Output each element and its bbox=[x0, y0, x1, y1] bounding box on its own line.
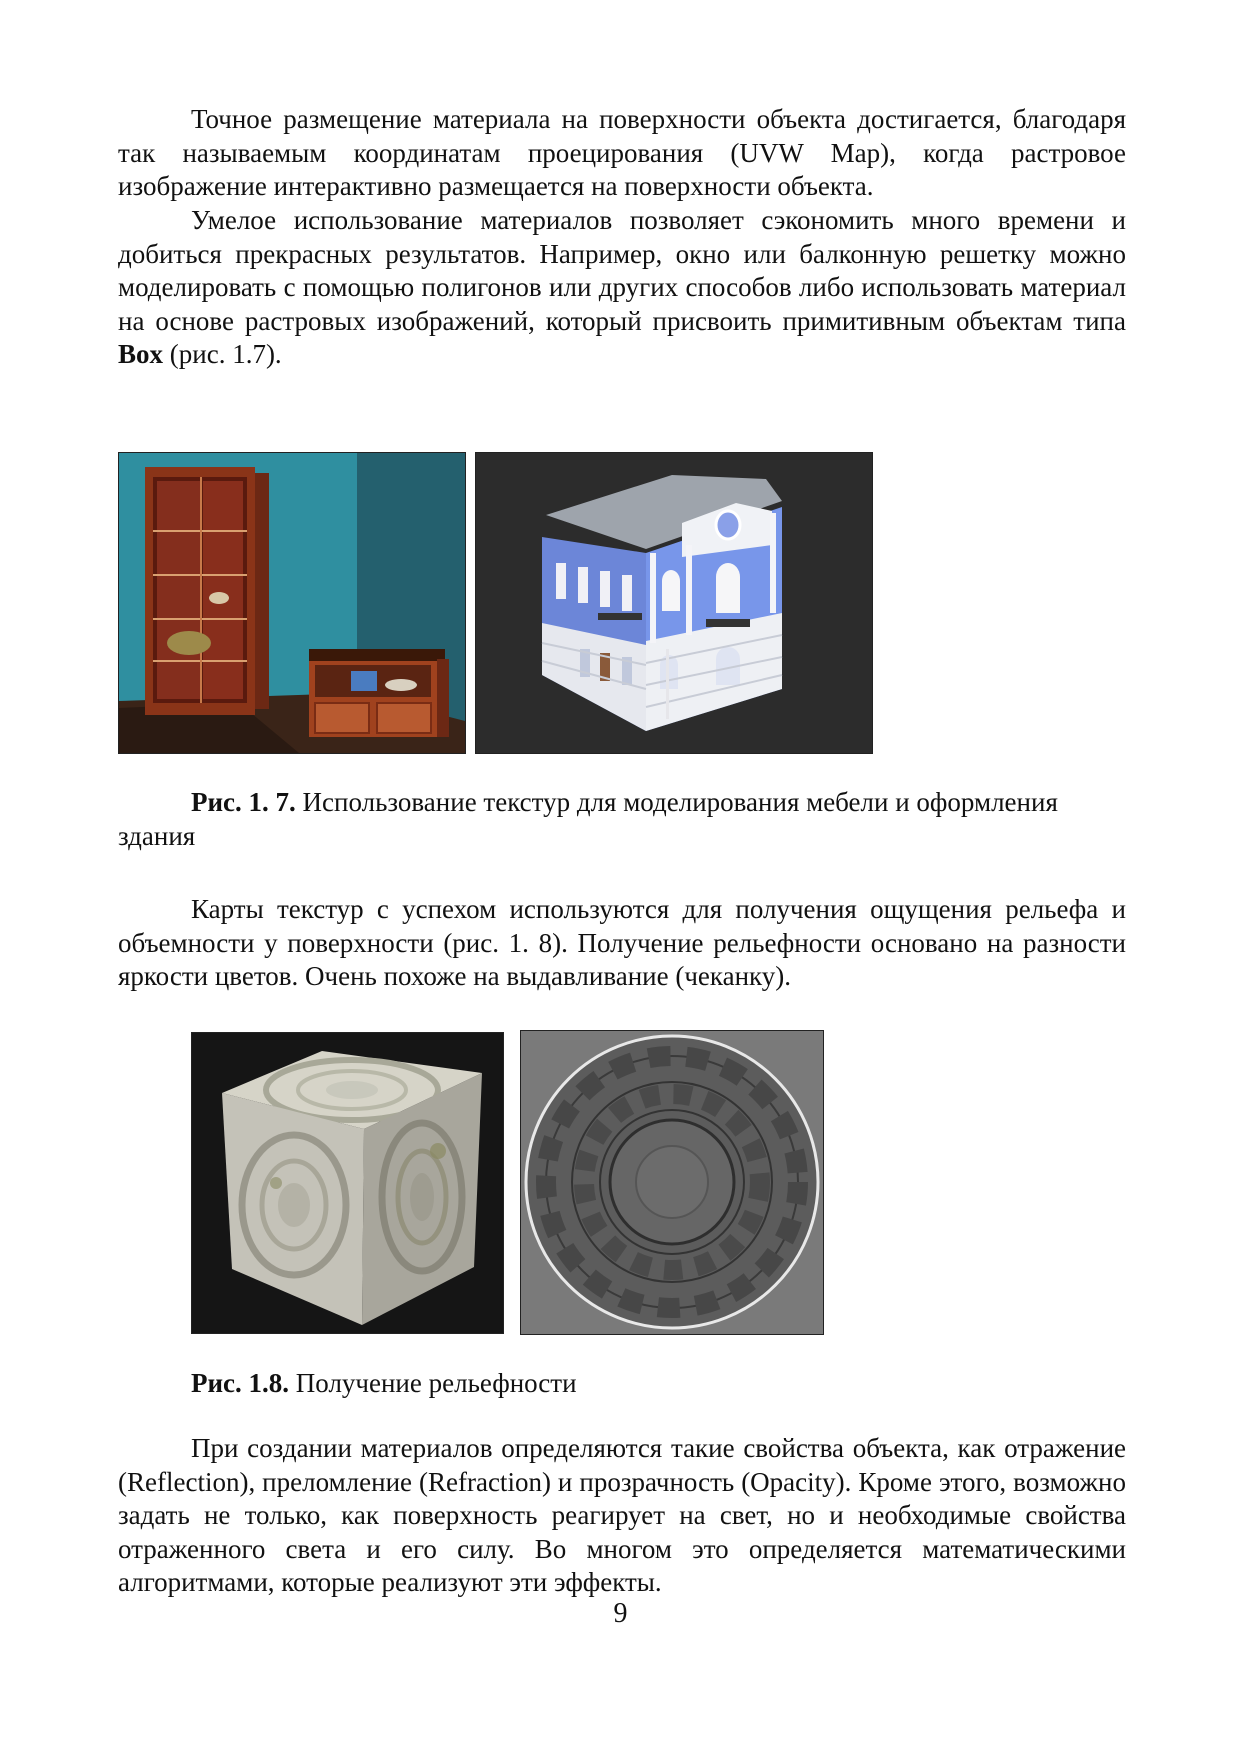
paragraph-materials bbox=[118, 204, 1126, 372]
figure-1-7-label: Рис. 1. 7. bbox=[191, 787, 296, 817]
box-term: Box bbox=[118, 339, 164, 369]
paragraph-materials-text: Умелое использование материалов позволяет сэкономить много времени и добиться прекрасных результатов. Например, окно или балконную решетку можно моделировать с помощью полигонов или других способов либо использовать материал на основе растровых изображений, который присвоить примитивным объектам типа bbox=[118, 205, 1126, 336]
paragraph-uvw: Точное размещение материала на поверхности объекта достигается, благодаря так называемым координатам проецирования (UVW Map), когда растровое изображение интерактивно размещается на поверхности объекта. bbox=[118, 104, 1126, 201]
figure-1-8-label: Рис. 1.8. bbox=[191, 1368, 290, 1398]
page-number: 9 bbox=[613, 1598, 628, 1629]
paragraph-properties: При создании материалов определяются такие свойства объекта, как отражение (Reflection), преломление (Refraction) и прозрачность (Opacity). Кроме этого, возможно задать не только, как поверхность реагирует на свет, но и необходимые свойства отраженного света и его силу. Во многом это определяется математическими алгоритмами, которые реализуют эти эффекты. bbox=[118, 1433, 1126, 1597]
figure-texture-image bbox=[520, 1030, 824, 1335]
figure-1-8-text: Получение рельефности bbox=[289, 1368, 577, 1398]
figure-furniture-image bbox=[118, 452, 466, 754]
figure-1-8-caption bbox=[118, 1367, 1126, 1401]
paragraph-relief: Карты текстур с успехом используются для получения ощущения рельефа и объемности у поверхности (рис. 1. 8). Получение рельефности основано на разности яркости цветов. Очень похоже на выдавливание (чеканку). bbox=[118, 894, 1126, 991]
paragraph-materials-end: (рис. 1.7). bbox=[163, 339, 282, 369]
figure-1-7-text: Использование текстур для моделирования мебели и оформления здания bbox=[118, 787, 1058, 851]
figure-cube-image bbox=[191, 1032, 504, 1334]
figure-1-7-caption bbox=[118, 786, 1126, 853]
figure-building-image bbox=[475, 452, 873, 754]
